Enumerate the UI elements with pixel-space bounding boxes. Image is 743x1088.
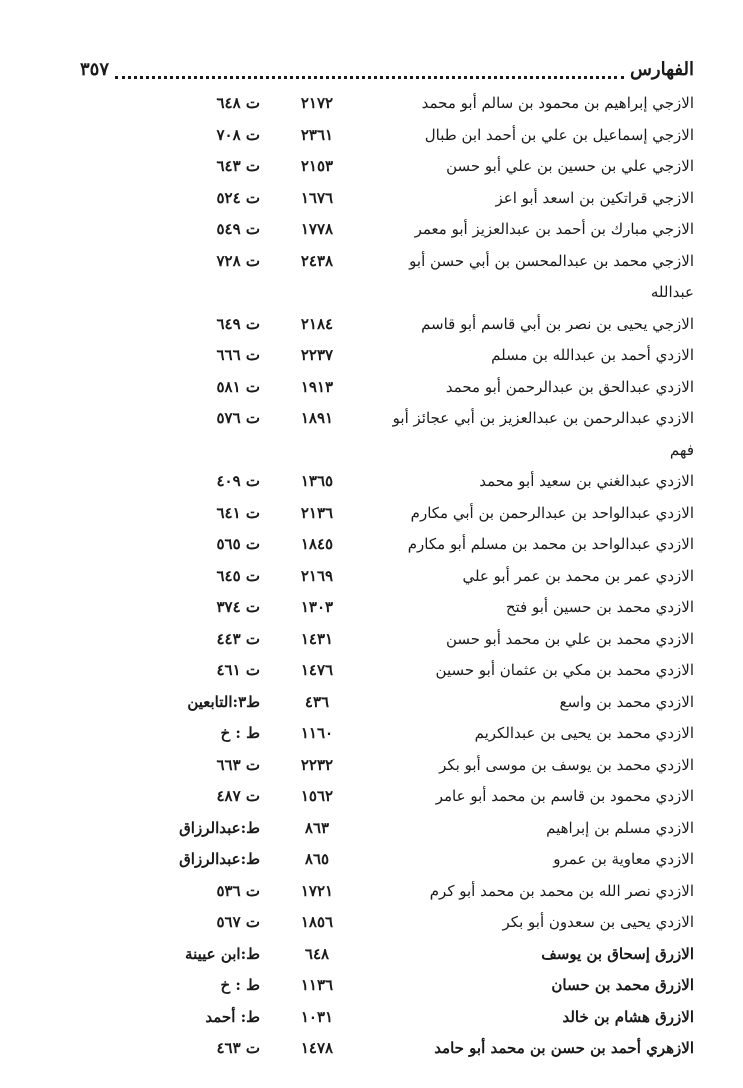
entry-name: الازدي محمد بن حسين أبو فتح <box>505 598 694 616</box>
index-entry <box>0 687 743 719</box>
index-entry <box>0 592 743 624</box>
entry-reference: ت ٦٤٥ <box>216 566 260 585</box>
index-entry <box>0 718 743 750</box>
entry-name: عبدالله <box>650 283 694 301</box>
leader-dots <box>115 56 624 79</box>
entry-number: ١٧٧٨ <box>300 220 334 238</box>
index-entry <box>0 781 743 813</box>
index-entries <box>0 88 743 1065</box>
entry-name: الازدي عبدالواحد بن عبدالرحمن بن أبي مكارم <box>410 503 694 522</box>
entry-name: الازرق هشام بن خالد <box>562 1007 694 1026</box>
index-entry <box>0 624 743 656</box>
page-number: ٣٥٧ <box>80 58 110 80</box>
index-entry <box>0 183 743 215</box>
entry-reference: ت ٦٦٦ <box>216 346 260 364</box>
entry-number: ١٩١٣ <box>300 377 334 396</box>
entry-number: ١٦٧٦ <box>300 188 334 207</box>
entry-name: الازدي يحيى بن سعدون أبو بكر <box>502 913 694 931</box>
entry-name: الازدي عبدالغني بن سعيد أبو محمد <box>479 472 694 490</box>
entry-name: الازدي عبدالواحد بن محمد بن مسلم أبو مكارم <box>407 535 694 553</box>
index-entry <box>0 1002 743 1034</box>
entry-number: ١٨٤٥ <box>300 535 334 553</box>
index-entry <box>0 907 743 939</box>
entry-name: الازجي إسماعيل بن علي بن أحمد ابن طبال <box>424 125 694 144</box>
index-entry <box>0 939 743 971</box>
index-entry <box>0 466 743 498</box>
index-entry <box>0 340 743 372</box>
index-entry <box>0 120 743 152</box>
index-entry <box>0 435 743 467</box>
entry-reference: ط٣:التابعين <box>187 692 260 711</box>
entry-number: ١١٣٦ <box>300 976 334 994</box>
entry-number: ١٨٥٦ <box>300 913 334 931</box>
entry-name: الازدي محمد بن يوسف بن موسى أبو بكر <box>439 755 694 774</box>
entry-number: ٢٢٣٢ <box>300 755 334 774</box>
index-entry <box>0 246 743 278</box>
entry-name: الازهري أحمد بن حسن بن محمد أبو حامد <box>434 1039 694 1057</box>
entry-number: ٢٤٣٨ <box>300 251 334 270</box>
entry-reference: ت ٥٦٥ <box>216 535 260 553</box>
entry-name: الازدي عبدالحق بن عبدالرحمن أبو محمد <box>445 377 694 396</box>
entry-reference: ت ٦٤١ <box>216 503 260 522</box>
entry-number: ١٨٩١ <box>300 409 334 427</box>
entry-name: الازدي عمر بن محمد بن عمر أبو علي <box>462 566 694 585</box>
entry-number: ٢١٧٢ <box>300 94 334 112</box>
entry-name: الازجي مبارك بن أحمد بن عبدالعزيز أبو معمر <box>414 220 694 238</box>
index-entry <box>0 529 743 561</box>
index-entry <box>0 750 743 782</box>
entry-reference: ت ٤٦٣ <box>216 1039 260 1057</box>
entry-number: ٨٦٥ <box>304 850 330 868</box>
entry-reference: ط:ابن عيينة <box>185 944 260 963</box>
entry-name: الازدي عبدالرحمن بن عبدالعزيز بن أبي عجائز أبو <box>392 409 694 427</box>
entry-reference: ت ٦٤٨ <box>216 94 260 112</box>
entry-number: ١٠٣١ <box>300 1007 334 1026</box>
entry-number: ١٤٣١ <box>300 629 334 648</box>
entry-name: الازرق إسحاق بن يوسف <box>541 944 694 963</box>
entry-number: ١١٦٠ <box>300 724 334 742</box>
index-entry <box>0 561 743 593</box>
entry-reference: ط : خ <box>220 724 260 742</box>
entry-name: الازدي محمد بن مكي بن عثمان أبو حسين <box>435 661 694 679</box>
entry-reference: ت ٥٤٩ <box>216 220 260 238</box>
index-entry <box>0 88 743 120</box>
entry-name: الازرق محمد بن حسان <box>551 976 694 994</box>
entry-reference: ت ٥٢٤ <box>216 188 260 207</box>
entry-reference: ت ٥٧٦ <box>216 409 260 427</box>
index-entry <box>0 372 743 404</box>
entry-name: الازجي يحيى بن نصر بن أبي قاسم أبو قاسم <box>421 314 694 333</box>
index-entry <box>0 309 743 341</box>
entry-number: ١٤٧٨ <box>300 1039 334 1057</box>
entry-reference: ت ٧٢٨ <box>216 251 260 270</box>
entry-name: الازجي قراتكين بن اسعد أبو اعز <box>495 188 694 207</box>
entry-number: ٢٢٣٧ <box>300 346 334 364</box>
entry-reference: ت ٤٨٧ <box>216 787 260 805</box>
entry-reference: ط : خ <box>220 976 260 994</box>
entry-name: الازدي أحمد بن عبدالله بن مسلم <box>491 346 694 364</box>
entry-reference: ت ٣٧٤ <box>216 598 260 616</box>
entry-reference: ت ٤٦١ <box>216 661 260 679</box>
entry-name: الازدي نصر الله بن محمد بن محمد أبو كرم <box>429 881 694 900</box>
entry-name: الازجي محمد بن عبدالمحسن بن أبي حسن أبو <box>409 251 694 270</box>
entry-name: الازدي محمد بن يحيى بن عبدالكريم <box>474 724 694 742</box>
page-header <box>80 52 694 86</box>
index-entry <box>0 403 743 435</box>
entry-number: ٢١٣٦ <box>300 503 334 522</box>
entry-reference: ت ٥٦٧ <box>216 913 260 931</box>
entry-name: الازجي إبراهيم بن محمود بن سالم أبو محمد <box>421 94 694 112</box>
entry-reference: ط: أحمد <box>205 1007 260 1026</box>
index-entry <box>0 970 743 1002</box>
entry-number: ١٥٦٢ <box>300 787 334 805</box>
entry-number: ١٧٢١ <box>300 881 334 900</box>
entry-reference: ت ٥٨١ <box>216 377 260 396</box>
entry-reference: ت ٧٠٨ <box>216 125 260 144</box>
index-entry <box>0 151 743 183</box>
entry-name: الازدي معاوية بن عمرو <box>553 850 694 868</box>
entry-number: ٢١٥٣ <box>300 157 334 175</box>
page-title: الفهارس <box>629 58 694 80</box>
index-entry <box>0 214 743 246</box>
index-entry <box>0 498 743 530</box>
entry-number: ٢١٨٤ <box>300 314 334 333</box>
index-entry <box>0 844 743 876</box>
entry-number: ١٣٠٣ <box>300 598 334 616</box>
entry-number: ٤٣٦ <box>304 692 330 711</box>
entry-reference: ت ٦٤٣ <box>216 157 260 175</box>
entry-reference: ت ٦٦٣ <box>216 755 260 774</box>
entry-number: ٢٣٦١ <box>300 125 334 144</box>
entry-name: الازدي مسلم بن إبراهيم <box>546 818 694 837</box>
index-entry <box>0 813 743 845</box>
entry-name: الازدي محمود بن قاسم بن محمد أبو عامر <box>435 787 694 805</box>
entry-reference: ط:عبدالرزاق <box>179 850 260 868</box>
entry-number: ١٤٧٦ <box>300 661 334 679</box>
entry-reference: ت ٤٤٣ <box>216 629 260 648</box>
entry-number: ١٣٦٥ <box>300 472 334 490</box>
entry-reference: ط:عبدالرزاق <box>179 818 260 837</box>
index-entry <box>0 655 743 687</box>
entry-name: الازدي محمد بن علي بن محمد أبو حسن <box>445 629 694 648</box>
entry-number: ٨٦٣ <box>304 818 330 837</box>
entry-reference: ت ٥٣٦ <box>216 881 260 900</box>
index-entry <box>0 277 743 309</box>
entry-name: الازجي علي بن حسين بن علي أبو حسن <box>446 157 694 175</box>
index-entry <box>0 1033 743 1065</box>
entry-reference: ت ٦٤٩ <box>216 314 260 333</box>
entry-number: ٢١٦٩ <box>300 566 334 585</box>
entry-reference: ت ٤٠٩ <box>216 472 260 490</box>
entry-name: الازدي محمد بن واسع <box>559 692 694 711</box>
entry-name: فهم <box>669 440 694 459</box>
index-entry <box>0 876 743 908</box>
entry-number: ٦٤٨ <box>304 944 330 963</box>
